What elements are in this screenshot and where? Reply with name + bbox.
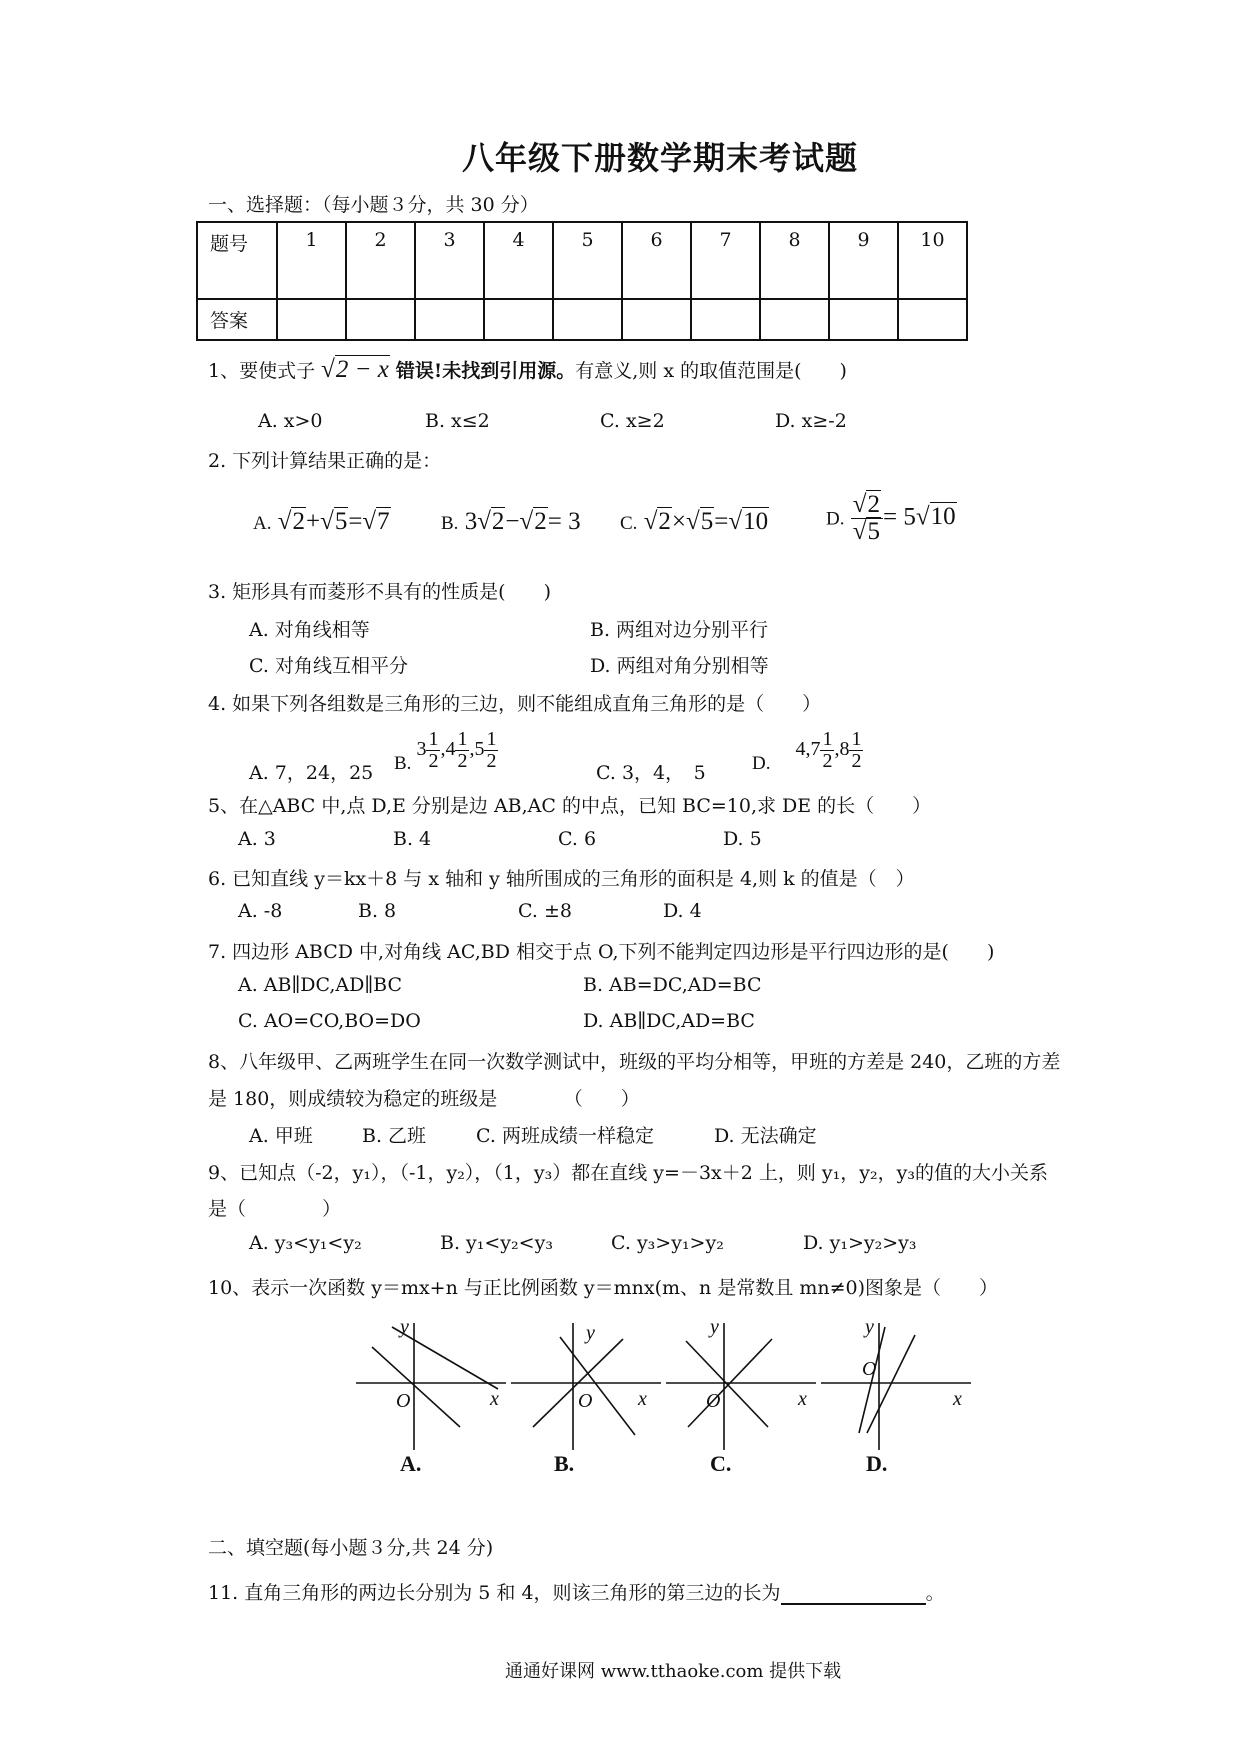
graph-c: [666, 1323, 816, 1450]
graph-d-y-label: y: [865, 1316, 874, 1338]
question-8-line-1: 8、八年级甲、乙两班学生在同一次数学测试中，班级的平均分相等，甲班的方差是 240，乙班的方差: [208, 1051, 1061, 1073]
question-7: 7. 四边形 ABCD 中,对角线 AC,BD 相交于点 O,下列不能判定四边形是平行四边形的是( ): [208, 941, 995, 963]
q4-d-label: D.: [752, 753, 771, 775]
graph-d-label: D.: [866, 1451, 888, 1475]
footer: 通通好课网 www.tthaoke.com 提供下载: [505, 1661, 842, 1682]
q4-b-frac-3: $\frac{1}{2}$: [486, 728, 497, 772]
q2-b-eq: = 3: [547, 508, 581, 535]
q8-option-c: C. 两班成绩一样稳定: [476, 1125, 654, 1147]
q4-d-first: 4: [795, 738, 806, 761]
q4-b-frac-2: $\frac{1}{2}$: [457, 728, 468, 772]
answer-cell[interactable]: [829, 299, 898, 340]
q2-c-op: ×: [671, 508, 687, 535]
table-number: 4: [484, 222, 553, 299]
q2-d-label: D.: [826, 508, 845, 530]
q2-c-eq: =: [714, 508, 729, 535]
q4-d-frac-1: $\frac{1}{2}$: [822, 728, 833, 772]
question-8-line-2: 是 180，则成绩较为稳定的班级是 （ ）: [208, 1088, 640, 1110]
q2-a-r3: 7: [377, 508, 390, 535]
q9-option-d: D. y₁>y₂>y₃: [803, 1232, 917, 1254]
question-1: [208, 356, 847, 384]
table-number: 2: [346, 222, 415, 299]
q3-option-c: C. 对角线互相平分: [249, 655, 408, 677]
q8-option-b: B. 乙班: [362, 1125, 427, 1147]
q2-option-c: C. √2×√5=√10: [620, 508, 769, 535]
q4-b-whole-2: 4: [445, 738, 456, 761]
question-5: 5、在△ABC 中,点 D,E 分别是边 AB,AC 的中点，已知 BC=10,求 DE 的长（ ）: [208, 795, 932, 817]
q1-error-text: 错误!未找到引用源。: [395, 360, 576, 382]
q4-b-whole-3: 5: [474, 738, 485, 761]
q2-b-op: −: [505, 508, 520, 535]
q2-option-a: A. √2+√5=√7: [253, 508, 390, 535]
graph-b-x-label: x: [638, 1388, 647, 1410]
q2-c-r1: 2: [658, 508, 671, 535]
section2-heading: 二、填空题(每小题３分,共 24 分): [208, 1537, 494, 1559]
q2-b-r2: 2: [534, 508, 547, 535]
q9-option-c: C. y₃>y₁>y₂: [611, 1232, 724, 1254]
q9-option-b: B. y₁<y₂<y₃: [440, 1232, 553, 1254]
graph-a-label: A.: [400, 1451, 422, 1475]
table-number: 6: [622, 222, 691, 299]
q3-option-b: B. 两组对边分别平行: [590, 619, 769, 641]
q2-a-label: A.: [253, 513, 272, 534]
graph-c-origin: O: [706, 1390, 721, 1412]
q7-option-d: D. AB∥DC,AD=BC: [583, 1010, 755, 1032]
section1-heading: 一、选择题：（每小题３分，共 30 分）: [208, 194, 539, 216]
q1-suffix: 有意义,则 x 的取值范围是( ): [575, 360, 847, 382]
q3-option-a: A. 对角线相等: [249, 619, 370, 641]
q1-option-d: D. x≥-2: [775, 410, 847, 432]
q11-end: 。: [925, 1582, 945, 1604]
table-number: 1: [277, 222, 346, 299]
q4-b-frac-1: $\frac{1}{2}$: [428, 728, 439, 772]
q5-option-d: D. 5: [723, 828, 762, 850]
q3-option-d: D. 两组对角分别相等: [590, 655, 769, 677]
q1-radical: √2 − x: [321, 356, 389, 383]
graph-a: [356, 1323, 506, 1450]
q2-d-eq: = 5: [882, 503, 916, 531]
question-9-line-1: 9、已知点（-2，y₁），（-1，y₂），（1，y₃）都在直线 y=－3x＋2 上，则 y₁，y₂，y₃的值的大小关系: [208, 1162, 1048, 1184]
graph-c-x-label: x: [798, 1388, 807, 1410]
graph-b-label: B.: [554, 1451, 575, 1475]
q2-a-r1: 2: [292, 508, 305, 535]
table-number: 3: [415, 222, 484, 299]
question-4: 4. 如果下列各组数是三角形的三边，则不能组成直角三角形的是（ ）: [208, 693, 822, 715]
q2-c-r3: 10: [743, 508, 769, 535]
q5-option-b: B. 4: [393, 828, 432, 850]
q11-answer-blank[interactable]: [781, 1583, 926, 1605]
graph-d-x-label: x: [953, 1388, 962, 1410]
q2-d-num: 2: [867, 491, 880, 518]
q2-b-label: B.: [441, 513, 459, 534]
q1-prefix: 1、要使式子: [208, 360, 316, 382]
q2-b-r1: 2: [491, 508, 505, 535]
q4-b-label: B.: [394, 753, 412, 775]
q4-d-whole-1: 7: [810, 738, 821, 761]
question-11: [208, 1578, 945, 1605]
q4-option-a: A. 7，24，25: [249, 762, 374, 784]
question-10: 10、表示一次函数 y＝mx+n 与正比例函数 y＝mnx(m、n 是常数且 mn≠0)图象是（ ）: [208, 1277, 999, 1299]
q2-c-r2: 5: [700, 508, 714, 535]
q4-b-whole-1: 3: [416, 738, 427, 761]
q6-option-b: B. 8: [358, 900, 397, 922]
question-2: 2. 下列计算结果正确的是：: [208, 450, 442, 472]
q9-option-a: A. y₃<y₁<y₂: [249, 1232, 362, 1254]
q6-option-c: C. ±8: [518, 900, 572, 922]
answer-cell[interactable]: [553, 299, 622, 340]
q1-radicand: 2 − x: [335, 356, 389, 383]
q10-graphs: [350, 1315, 980, 1475]
answer-cell[interactable]: [760, 299, 829, 340]
q4-d-whole-2: 8: [839, 738, 850, 761]
q2-c-label: C.: [620, 513, 638, 534]
q4-option-b: B. 3 $\frac{1}{2}$ ,4 $\frac{1}{2}$ ,5 $\frac{1}{2}$: [394, 728, 497, 775]
answer-cell[interactable]: [691, 299, 760, 340]
page-title: 八年级下册数学期末考试题: [462, 139, 859, 177]
answer-cell[interactable]: [484, 299, 553, 340]
table-number: 8: [760, 222, 829, 299]
table-answer-label: 答案: [197, 299, 277, 340]
q4-d-frac-2: $\frac{1}{2}$: [851, 728, 862, 772]
q2-a-r2: 5: [334, 508, 348, 535]
q2-b-c1: 3: [464, 508, 478, 535]
q5-option-c: C. 6: [558, 828, 597, 850]
q7-option-c: C. AO=CO,BO=DO: [238, 1010, 421, 1032]
question-9-line-2: 是（ ）: [208, 1198, 342, 1220]
answer-cell[interactable]: [277, 299, 346, 340]
q5-option-a: A. 3: [238, 828, 276, 850]
graph-d-origin: O: [862, 1358, 877, 1380]
q6-option-a: A. -8: [238, 900, 283, 922]
table-number: 9: [829, 222, 898, 299]
answer-table: [196, 221, 968, 341]
answer-cell[interactable]: [898, 299, 967, 340]
answer-cell[interactable]: [415, 299, 484, 340]
graph-b-origin: O: [578, 1390, 593, 1412]
graph-c-y-label: y: [710, 1316, 719, 1338]
q2-option-b: B. 3√2−√2= 3: [441, 508, 581, 535]
graph-d: [821, 1323, 971, 1450]
q1-option-a: A. x>0: [258, 410, 323, 432]
q2-a-op: +: [305, 508, 321, 535]
graph-a-x-label: x: [490, 1388, 499, 1410]
q2-d-den: 5: [867, 518, 880, 546]
q4-option-d: D. 4,7 $\frac{1}{2}$ ,8 $\frac{1}{2}$: [752, 728, 862, 775]
q4-option-c: C. 3，4， 5: [596, 762, 706, 784]
q2-option-d: D. $\frac{√2}{√5}$ = 5√10: [826, 491, 956, 546]
answer-cell[interactable]: [622, 299, 691, 340]
table-header-label: 题号: [197, 222, 277, 299]
graph-c-label: C.: [710, 1451, 732, 1475]
table-number: 7: [691, 222, 760, 299]
graph-a-origin: O: [396, 1390, 411, 1412]
q8-option-d: D. 无法确定: [714, 1125, 817, 1147]
graph-b-y-label: y: [586, 1322, 595, 1344]
q8-option-a: A. 甲班: [249, 1125, 313, 1147]
q2-d-r3: 10: [930, 503, 956, 531]
q2-a-eq: =: [348, 508, 363, 535]
q1-option-c: C. x≥2: [600, 410, 665, 432]
q6-option-d: D. 4: [663, 900, 702, 922]
table-number: 5: [553, 222, 622, 299]
graph-a-y-label: y: [400, 1316, 409, 1338]
q2-d-fraction: $\frac{√2}{√5}$: [851, 492, 883, 546]
q7-option-b: B. AB=DC,AD=BC: [583, 974, 762, 996]
answer-cell[interactable]: [346, 299, 415, 340]
question-6: 6. 已知直线 y＝kx＋8 与 x 轴和 y 轴所围成的三角形的面积是 4,则 k 的值是（ ）: [208, 868, 915, 890]
question-3: 3. 矩形具有而菱形不具有的性质是( ): [208, 581, 551, 603]
q7-option-a: A. AB∥DC,AD∥BC: [238, 974, 402, 996]
q1-option-b: B. x≤2: [425, 410, 490, 432]
table-number: 10: [898, 222, 967, 299]
q11-stem: 11. 直角三角形的两边长分别为 5 和 4，则该三角形的第三边的长为: [208, 1582, 781, 1604]
